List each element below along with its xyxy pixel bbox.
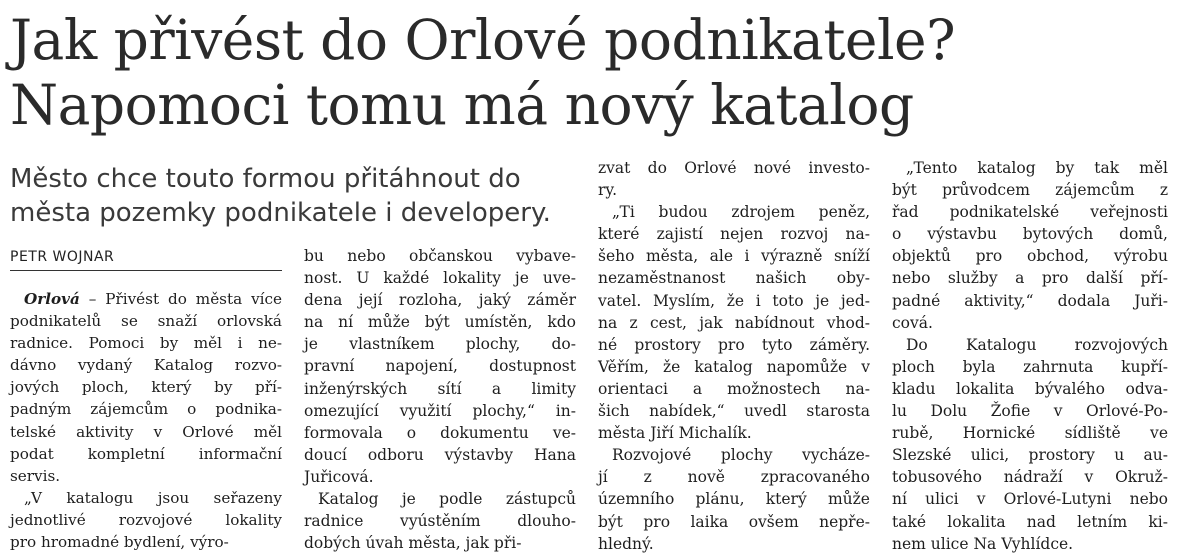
text-line: „V katalogu jsou seřazeny xyxy=(24,488,282,507)
text-line: radnice vyústěním dlouho- xyxy=(304,512,576,531)
text-line: jednotlivé rozvojové lokality xyxy=(10,510,282,529)
text-line: dávno vydaný Katalog rozvo- xyxy=(10,356,282,375)
text-line: nost. U každé lokality je uve- xyxy=(304,269,576,288)
text-line: být průvodcem zájemcům z xyxy=(892,181,1168,200)
text-line: rubě, Hornické sídliště ve xyxy=(892,424,1168,443)
text-line: dobých úvah města, jak při- xyxy=(304,534,522,553)
text-line: formovala o dokumentu ve- xyxy=(304,423,576,442)
text-column-4 xyxy=(892,157,1168,555)
subhead-line-2: města pozemky podnikatele i developery. xyxy=(10,198,551,228)
text-line: objektů pro obchod, výrobu xyxy=(892,247,1168,266)
text-line: podnikatelů se snaží orlovská xyxy=(10,312,282,331)
lead-line-rest: – Přivést do města více xyxy=(79,290,282,308)
text-line: Věřím, že katalog napomůže v xyxy=(598,357,870,376)
author-byline: PETR WOJNAR xyxy=(10,248,282,271)
text-line: být pro laika ovšem nepře- xyxy=(598,512,870,531)
text-line: cová. xyxy=(892,313,933,332)
text-line: tobusového nádraží v Okruž- xyxy=(892,468,1168,487)
dateline-place: Orlová xyxy=(24,290,80,308)
text-line: nem ulice Na Vyhlídce. xyxy=(892,534,1074,553)
text-line: šich nabídek,“ uvedl starosta xyxy=(598,402,870,421)
text-line: servis. xyxy=(10,466,61,485)
text-line: doucí odboru výstavby Hana xyxy=(304,445,576,464)
text-line: Katalog je podle zástupců xyxy=(318,490,576,509)
text-column-1 xyxy=(10,288,282,553)
text-line: Do Katalogu rozvojových xyxy=(906,335,1168,354)
article-subheadline xyxy=(10,162,585,230)
text-line: padným zájemcům o podnika- xyxy=(10,400,282,419)
text-line: ry. xyxy=(598,181,618,200)
text-line: je vlastníkem plochy, do- xyxy=(304,335,576,354)
text-line: né prostory pro tyto záměry. xyxy=(598,335,870,354)
text-line: telské aktivity v Orlové měl xyxy=(10,422,282,441)
text-line: také lokalita nad letním ki- xyxy=(892,512,1168,531)
text-line: územního plánu, který může xyxy=(598,490,870,509)
text-column-2 xyxy=(304,245,576,554)
headline-line-2: Napomoci tomu má nový katalog xyxy=(10,73,914,137)
text-line: inženýrských sítí a limity xyxy=(304,379,576,398)
text-line: „Ti budou zdrojem peněz, xyxy=(612,203,870,222)
text-line: řad podnikatelské veřejnosti xyxy=(892,203,1168,222)
text-line: omezující využití plochy,“ in- xyxy=(304,401,576,420)
text-line: Rozvojové plochy vycháze- xyxy=(612,446,870,465)
text-line: kladu lokalita bývalého odva- xyxy=(892,379,1168,398)
text-line: vatel. Myslím, že i toto je jed- xyxy=(598,291,870,310)
text-line: pro hromadné bydlení, výro- xyxy=(10,533,229,552)
text-line: šeho města, ale i výrazně sníží xyxy=(598,247,870,266)
text-line: orientaci a možnostech na- xyxy=(598,379,870,398)
text-line: jových ploch, který by pří- xyxy=(10,378,282,397)
article-headline xyxy=(10,8,1170,138)
column-1-lines xyxy=(10,310,282,553)
text-line: bu nebo občanskou vybave- xyxy=(304,247,576,265)
text-line: nezaměstnanost našich oby- xyxy=(598,269,870,288)
text-line: podat kompletní informační xyxy=(10,444,282,463)
text-line: na ní může být umístěn, kdo xyxy=(304,313,576,332)
text-line: pravní napojení, dostupnost xyxy=(304,357,576,376)
subhead-line-1: Město chce touto formou přitáhnout do xyxy=(10,164,521,194)
text-line: na z cest, jak nabídnout vhod- xyxy=(598,313,870,332)
text-line: města Jiří Michalík. xyxy=(598,424,752,443)
text-line: Slezské ulici, prostory u au- xyxy=(892,446,1168,465)
text-line: Juřicová. xyxy=(304,467,374,486)
text-line: ní ulici v Orlové-Lutyni nebo xyxy=(892,490,1168,509)
headline-line-1: Jak přivést do Orlové podnikatele? xyxy=(10,8,956,72)
lead-line xyxy=(10,288,282,310)
text-line: jí z nově zpracovaného xyxy=(598,468,870,487)
text-line: o výstavbu bytových domů, xyxy=(892,225,1168,244)
text-line: dena její rozloha, jaký záměr xyxy=(304,291,576,310)
text-line: které zajistí nejen rozvoj na- xyxy=(598,225,870,244)
text-line: radnice. Pomoci by měl i ne- xyxy=(10,334,282,353)
text-column-3 xyxy=(598,157,870,555)
text-line: nebo služby a pro další pří- xyxy=(892,269,1168,288)
text-line: lu Dolu Žofie v Orlové-Po- xyxy=(892,402,1168,421)
text-line: hledný. xyxy=(598,534,654,553)
text-line: ploch byla zahrnuta kupří- xyxy=(892,357,1168,376)
text-line: padné aktivity,“ dodala Juři- xyxy=(892,291,1168,310)
text-line: zvat do Orlové nové investo- xyxy=(598,159,870,177)
text-line: „Tento katalog by tak měl xyxy=(906,159,1168,177)
